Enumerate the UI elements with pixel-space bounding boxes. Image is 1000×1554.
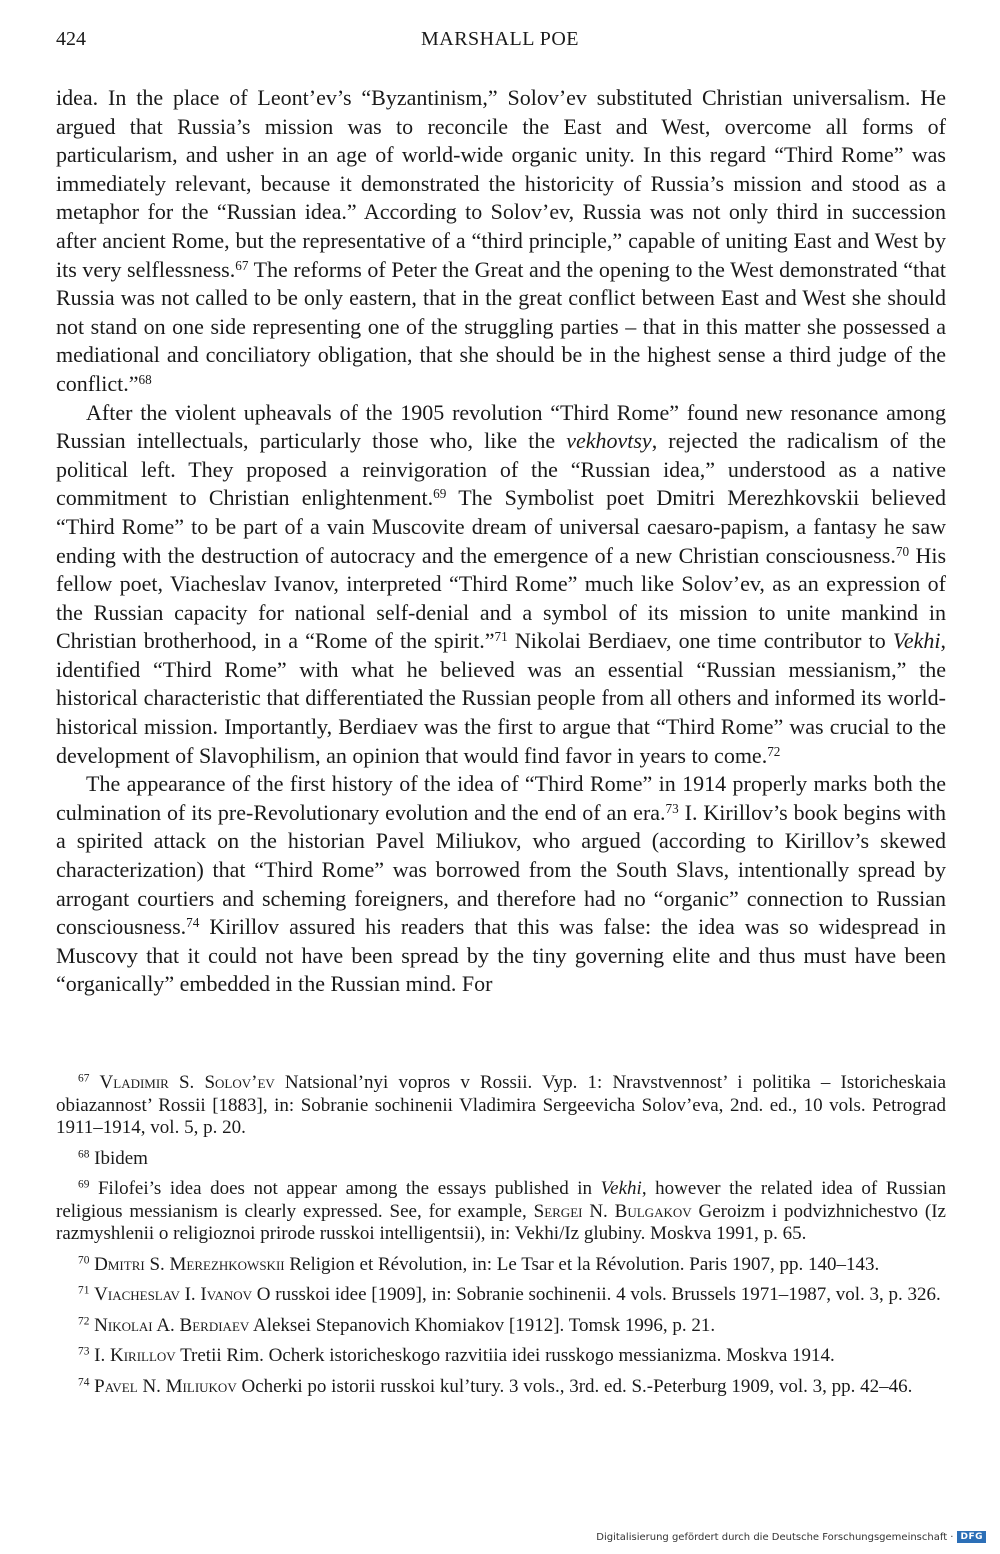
footnote-text: Religion et Révolution, in: Le Tsar et la Révolution. Paris 1907, pp. 140–143. [284,1253,880,1275]
footnote-text: Filofei’s idea does not appear among the essays published in [97,1178,601,1199]
footnote-text: Tretii Rim. Ocherk istoricheskogo razvitiia idei russkogo messianizma. Moskva 1914. [175,1345,835,1366]
paragraph-text: I. Kirillov’s book begins with a spirited attack on the historian Pavel Miliukov, who argued (according to Kirillov’s skewed characterization) that “Third Rome” was borrowed from the South Slavs, intentionally spread by arrogant courtiers and scheming foreigners, and therefore had no “organic” connection to Russian consciousness. [56,799,946,940]
running-head [56,28,944,58]
paragraph-text: , rejected the radicalism of the political left. They proposed a reinvigoration of the “Russian idea,” understood as a native commitment to Christian enlightenment. [56,428,946,511]
footnote-text: , however the related idea of Russian religious messianism is clearly expressed. See, for example, [56,1178,947,1222]
paragraph-text: The appearance of the first history of the idea of “Third Rome” in 1914 properly marks both the culmination of its pre-Revolutionary evolution and the end of an era. [56,771,946,825]
footnote-number: 74 [78,1376,90,1389]
italic-title-vekhi: Vekhi [892,628,941,654]
footnote-ref-72: 72 [767,743,781,759]
footnote-text: O russkoi idee [1909], in: Sobranie sochinenii. 4 vols. Brussels 1971–1987, vol. 3, p. 326. [252,1284,941,1305]
footnote-ref-71: 71 [494,629,508,645]
paragraph-1 [56,84,946,399]
footnote-68 [56,1148,946,1171]
footnote-ref-69: 69 [433,486,447,502]
footnote-text: Aleksei Stepanovich Khomiakov [1912]. Tomsk 1996, p. 21. [249,1314,716,1336]
footnote-ref-67: 67 [235,257,249,273]
paragraph-text: The Symbolist poet Dmitri Merezhkovskii believed “Third Rome” to be part of a vain Muscovite dream of universal caesaro-papism, a fantasy he saw ending with the destruction of autocracy and the emergence of a new Christian consciousness. [56,485,946,568]
dfg-credit-text: Digitalisierung gefördert durch die Deutsche Forschungsgemeinschaft · [596,1531,954,1543]
footnote-text: Ocherki po istorii russkoi kul’tury. 3 vols., 3rd. ed. S.-Peterburg 1909, vol. 3, pp. 42–46. [236,1375,913,1397]
dfg-credit [596,1529,986,1545]
paragraph-text: , identified “Third Rome” with what he believed was an essential “Russian messianism,” the historical characteristic that differentiated the Russian people from all others and informed its world-historical mission. Importantly, Berdiaev was the first to argue that “Third Rome” was crucial to the development of Slavophilism, an opinion that would find favor in years to come. [56,628,946,768]
footnote-70 [56,1254,946,1277]
footnote-number: 68 [78,1148,90,1161]
running-head-author: MARSHALL POE [420,28,580,50]
footnote-ref-70: 70 [895,543,910,559]
footnote-71 [56,1284,946,1307]
footnote-number: 73 [78,1345,90,1358]
dfg-logo-icon: DFG [957,1531,986,1543]
footnote-number: 72 [78,1315,90,1328]
footnote-73 [56,1345,946,1368]
footnote-69 [56,1178,946,1246]
footnote-number: 70 [78,1254,90,1267]
paragraph-3 [56,770,946,999]
italic-title-vekhi: Vekhi [600,1178,642,1199]
italic-term-vekhovtsy: vekhovtsy [566,428,652,454]
page-number: 424 [56,28,86,50]
paragraph-text: The reforms of Peter the Great and the opening to the West demonstrated “that Russia was not called to be only eastern, that in the great conflict between East and West she should not stand on one side representing one of the struggling parties – that in this matter she possessed a mediational and conciliatory obligation, that she should be in the highest sense a third judge of the conflict.” [56,256,946,396]
footnote-text: Natsional’nyi vopros v Rossii. Vyp. 1: Nravstvennost’ i politika – Istoricheskaia obiazannost’ Rossii [1883], in: Sobranie sochinenii Vladimira Sergeevicha Solov’eva, 2nd. ed., 10 vols. Petrograd 1911–1914, vol. 5, p. 20. [56,1072,946,1138]
paragraph-text: idea. In the place of Leont’ev’s “Byzantinism,” Solov’ev substituted Christian universalism. He argued that Russia’s mission was to reconcile the East and West, overcome all forms of particularism, and usher in an age of world-wide organic unity. In this regard “Third Rome” was immediately relevant, because it demonstrated the historicity of Russia’s mission and stood as a metaphor for the “Russian idea.” According to Solov’ev, Russia was not only third in succession after ancient Rome, but the representative of a “third principle,” capable of uniting East and West by its very selflessness. [56,85,946,282]
footnote-author: Pavel N. Miliukov [94,1375,237,1397]
paragraph-text: After the violent upheavals of the 1905 revolution “Third Rome” found new resonance among Russian intellectuals, particularly those who, like the [56,399,946,454]
footnote-text: Ibidem [94,1147,148,1169]
paragraph-text: Kirillov assured his readers that this was false: the idea was so widespread in Muscovy that it could not have been spread by the tiny governing elite and thus must have been “organically” embedded in the Russian mind. For [56,914,946,997]
footnote-ref-74: 74 [186,914,200,930]
footnote-author: Viacheslav I. Ivanov [94,1284,253,1305]
paragraph-text: Nikolai Berdiaev, one time contributor to [507,628,893,654]
paragraph-text: His fellow poet, Viacheslav Ivanov, interpreted “Third Rome” much like Solov’ev, as an expression of the Russian capacity for national self-denial and a symbol of its mission to unite mankind in Christian brotherhood, in a “Rome of the spirit.” [56,542,947,654]
footnote-number: 67 [78,1072,90,1085]
paragraph-2 [56,399,946,771]
footnote-72 [56,1315,946,1338]
footnote-ref-73: 73 [665,800,679,816]
footnote-67 [56,1072,946,1140]
body-text [56,84,946,999]
footnote-author: Dmitri S. Merezhkowskii [94,1253,285,1275]
footnote-author: Vladimir S. Solov’ev [99,1072,275,1093]
footnote-number: 71 [78,1284,90,1297]
footnote-74 [56,1376,946,1399]
footnotes [56,1072,946,1398]
footnote-author: Nikolai A. Berdiaev [94,1314,250,1336]
footnote-number: 69 [78,1178,90,1191]
footnote-author: Sergei N. Bulgakov [533,1200,692,1222]
footnote-text: Geroizm i podvizhnichestvo (Iz razmyshlenii o religioznoi prirode russkoi intelligentsii), in: Vekhi/Iz glubiny. Moskva 1991, p. 65. [56,1200,946,1244]
footnote-author: I. Kirillov [94,1345,176,1366]
footnote-ref-68: 68 [138,371,152,387]
